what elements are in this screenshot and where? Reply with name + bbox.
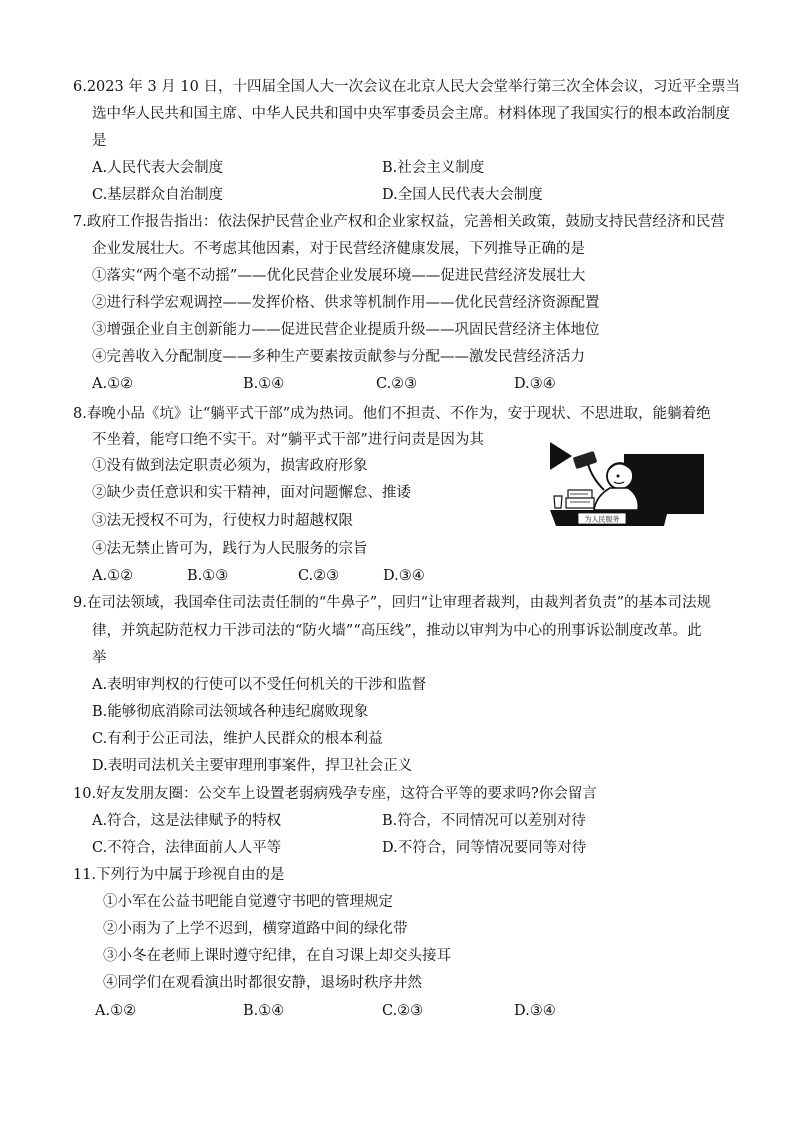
- question-7-item-3: ③增强企业自主创新能力——促进民营企业提质升级——巩固民营经济主体地位: [92, 322, 600, 338]
- question-6-stem-line: 是: [92, 133, 107, 149]
- question-9-option-a[interactable]: A.表明审判权的行使可以不受任何机关的干涉和监督: [92, 677, 427, 693]
- question-6-option-b[interactable]: B.社会主义制度: [382, 160, 485, 176]
- question-7-item-4: ④完善收入分配制度——多种生产要素按贡献参与分配——激发民营经济活力: [92, 349, 585, 365]
- question-10-stem-line: 10.好友发朋友圈：公交车上设置老弱病残孕专座，这符合平等的要求吗?你会留言: [73, 786, 597, 802]
- question-11-option-a[interactable]: A.①②: [95, 1003, 137, 1019]
- desk-plate-caption: 为人民服务: [584, 515, 620, 524]
- question-8-stem-line: 不坐着，能穹口绝不实干。对“躺平式干部”进行问责是因为其: [92, 432, 484, 448]
- question-9-stem-line: 律，并筑起防范权力干涉司法的“防火墙”“高压线”，推动以审判为中心的刑事诉讼制度改革。此: [92, 623, 702, 639]
- question-9-stem-line: 9.在司法领域，我国牵住司法责任制的“牛鼻子”，回归“让审理者裁判，由裁判者负责”的基本司法规: [73, 595, 711, 611]
- question-9-option-d[interactable]: D.表明司法机关主要审理刑事案件，捍卫社会正义: [92, 758, 413, 774]
- question-7-option-b[interactable]: B.①④: [243, 376, 285, 392]
- question-11-item-2: ②小雨为了上学不迟到，横穿道路中间的绿化带: [103, 921, 408, 937]
- question-9-option-b[interactable]: B.能够彻底消除司法领域各种违纪腐败现象: [92, 704, 369, 720]
- cartoon-illustration: [548, 440, 708, 532]
- question-9-option-c[interactable]: C.有利于公正司法，维护人民群众的根本利益: [92, 731, 383, 747]
- question-8-item-3: ③法无授权不可为，行使权力时超越权限: [92, 513, 353, 529]
- question-10-option-a[interactable]: A.符合，这是法律赋予的特权: [92, 813, 282, 829]
- question-11-option-d[interactable]: D.③④: [514, 1003, 556, 1019]
- question-10-option-c[interactable]: C.不符合，法律面前人人平等: [92, 840, 282, 856]
- question-7-option-a[interactable]: A.①②: [92, 376, 134, 392]
- question-10-option-b[interactable]: B.符合，不同情况可以差别对待: [382, 813, 586, 829]
- question-8-stem-line: 8.春晚小品《坑》让“躺平式干部”成为热词。他们不担责、不作为，安于现状、不思进取，能躺着绝: [73, 406, 711, 422]
- question-11-item-1: ①小军在公益书吧能自觉遵守书吧的管理规定: [103, 894, 393, 910]
- question-7-item-2: ②进行科学宏观调控——发挥价格、供求等机制作用——优化民营经济资源配置: [92, 295, 600, 311]
- question-7-option-d[interactable]: D.③④: [514, 376, 556, 392]
- question-11-option-c[interactable]: C.②③: [382, 1003, 424, 1019]
- question-11-item-4: ④同学们在观看演出时都很安静，退场时秩序井然: [103, 975, 422, 991]
- question-8-option-c[interactable]: C.②③: [298, 568, 340, 584]
- question-7-stem-line: 企业发展壮大。不考虑其他因素，对于民营经济健康发展，下列推导正确的是: [92, 241, 585, 257]
- question-11-stem-line: 11.下列行为中属于珍视自由的是: [73, 867, 285, 883]
- question-7-option-c[interactable]: C.②③: [376, 376, 418, 392]
- question-11-item-3: ③小冬在老师上课时遵守纪律，在自习课上却交头接耳: [103, 948, 451, 964]
- question-8-item-2: ②缺少责任意识和实干精神，面对问题懈怠、推诿: [92, 485, 411, 501]
- question-6-stem-line: 选中华人民共和国主席、中华人民共和国中央军事委员会主席。材料体现了我国实行的根本政治制度: [92, 106, 730, 122]
- question-11-option-b[interactable]: B.①④: [243, 1003, 285, 1019]
- question-6-stem-line: 6.2023 年 3 月 10 日，十四届全国人大一次会议在北京人民大会堂举行第三次全体会议，习近平全票当: [73, 79, 740, 95]
- question-8-option-a[interactable]: A.①②: [92, 568, 134, 584]
- question-6-option-a[interactable]: A.人民代表大会制度: [92, 160, 224, 176]
- question-8-option-d[interactable]: D.③④: [383, 568, 425, 584]
- question-9-stem-line: 举: [92, 650, 107, 666]
- question-8-option-b[interactable]: B.①③: [187, 568, 229, 584]
- question-6-option-c[interactable]: C.基层群众自治制度: [92, 187, 224, 203]
- question-6-option-d[interactable]: D.全国人民代表大会制度: [382, 187, 543, 203]
- play-triangle-icon: [550, 442, 572, 470]
- question-8-item-1: ①没有做到法定职责必须为，损害政府形象: [92, 458, 368, 474]
- question-7-item-1: ①落实“两个毫不动摇”——优化民营企业发展环境——促进民营经济发展壮大: [92, 268, 586, 284]
- question-10-option-d[interactable]: D.不符合，同等情况要同等对待: [382, 840, 587, 856]
- phone-icon: [573, 451, 598, 469]
- question-7-stem-line: 7.政府工作报告指出：依法保护民营企业产权和企业家权益，完善相关政策，鼓励支持民营经济和民营: [73, 214, 725, 230]
- question-8-item-4: ④法无禁止皆可为，践行为人民服务的宗旨: [92, 541, 368, 557]
